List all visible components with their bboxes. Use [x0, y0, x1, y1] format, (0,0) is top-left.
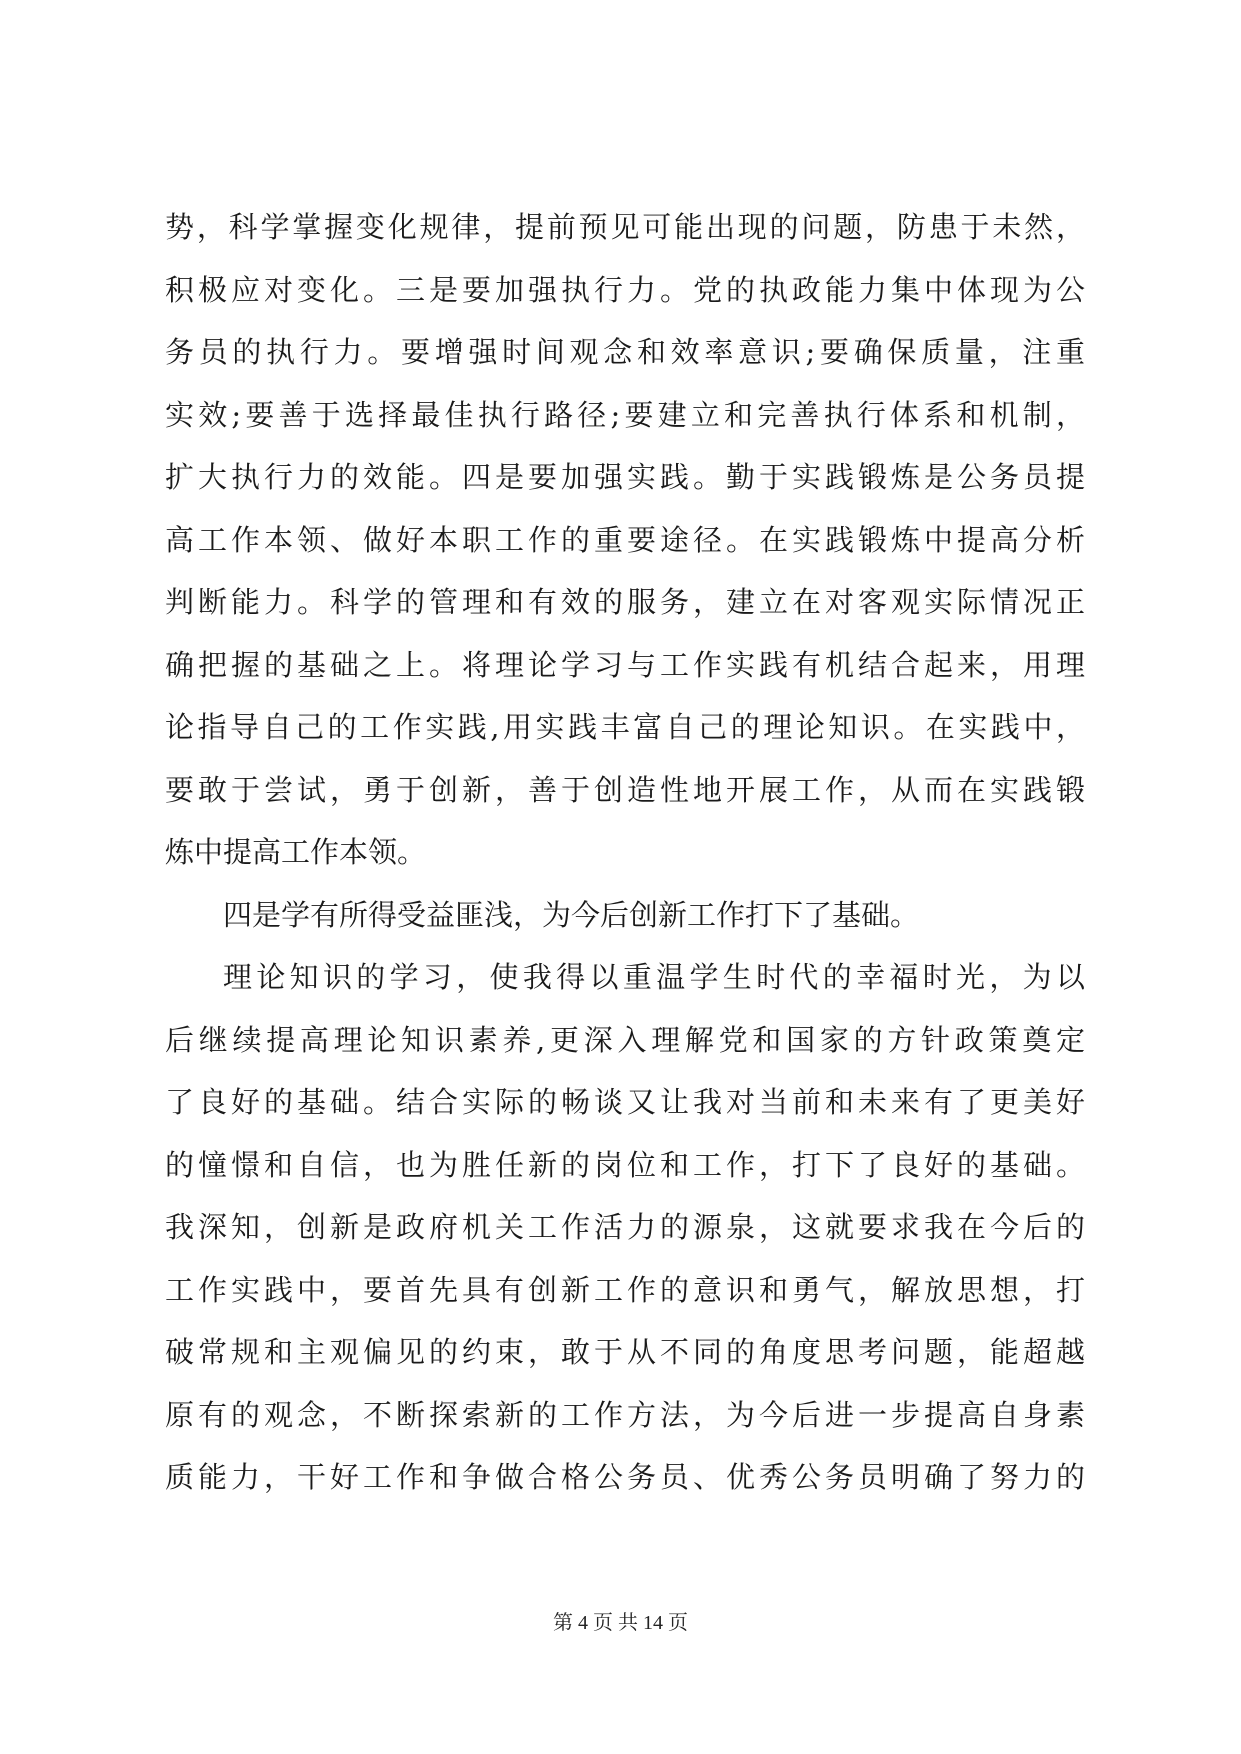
paragraph-2 — [165, 884, 1085, 947]
page-footer — [0, 1606, 1241, 1635]
text-line: 势，科学掌握变化规律，提前预见可能出现的问题，防患于未然， — [165, 210, 1085, 244]
text-line: 实效;要善于选择最佳执行路径;要建立和完善执行体系和机制， — [165, 397, 1085, 432]
text-line: 炼中提高工作本领。 — [165, 835, 427, 869]
text-line: 破常规和主观偏见的约束，敢于从不同的角度思考问题，能超越 — [165, 1335, 1085, 1369]
text-line: 判断能力。科学的管理和有效的服务，建立在对客观实际情况正 — [165, 585, 1085, 619]
page-number-label: 第 4 页 共 14 页 — [553, 1612, 688, 1634]
text-line: 原有的观念，不断探索新的工作方法，为今后进一步提高自身素 — [165, 1397, 1085, 1432]
document-body — [165, 196, 1085, 1509]
text-line: 的憧憬和自信，也为胜任新的岗位和工作，打下了良好的基础。 — [165, 1147, 1085, 1182]
text-line: 确把握的基础之上。将理论学习与工作实践有机结合起来，用理 — [165, 647, 1085, 682]
text-line: 务员的执行力。要增强时间观念和效率意识;要确保质量，注重 — [165, 335, 1085, 369]
text-line: 质能力，干好工作和争做合格公务员、优秀公务员明确了努力的 — [165, 1460, 1085, 1494]
text-line: 扩大执行力的效能。四是要加强实践。勤于实践锻炼是公务员提 — [165, 460, 1085, 494]
paragraph-3 — [165, 946, 1085, 1509]
text-line: 理论知识的学习，使我得以重温学生时代的幸福时光，为以 — [223, 960, 1085, 994]
text-line: 要敢于尝试，勇于创新，善于创造性地开展工作，从而在实践锻 — [165, 772, 1085, 807]
text-line: 了良好的基础。结合实际的畅谈又让我对当前和未来有了更美好 — [165, 1085, 1085, 1119]
text-line: 积极应对变化。三是要加强执行力。党的执政能力集中体现为公 — [165, 272, 1085, 307]
paragraph-1 — [165, 196, 1085, 884]
text-line: 后继续提高理论知识素养,更深入理解党和国家的方针政策奠定 — [165, 1022, 1085, 1057]
text-line: 论指导自己的工作实践,用实践丰富自己的理论知识。在实践中， — [165, 710, 1085, 744]
text-line: 四是学有所得受益匪浅，为今后创新工作打下了基础。 — [223, 897, 920, 932]
text-line: 高工作本领、做好本职工作的重要途径。在实践锻炼中提高分析 — [165, 522, 1085, 557]
text-line: 我深知，创新是政府机关工作活力的源泉，这就要求我在今后的 — [165, 1210, 1085, 1244]
text-line: 工作实践中，要首先具有创新工作的意识和勇气，解放思想，打 — [165, 1272, 1085, 1307]
